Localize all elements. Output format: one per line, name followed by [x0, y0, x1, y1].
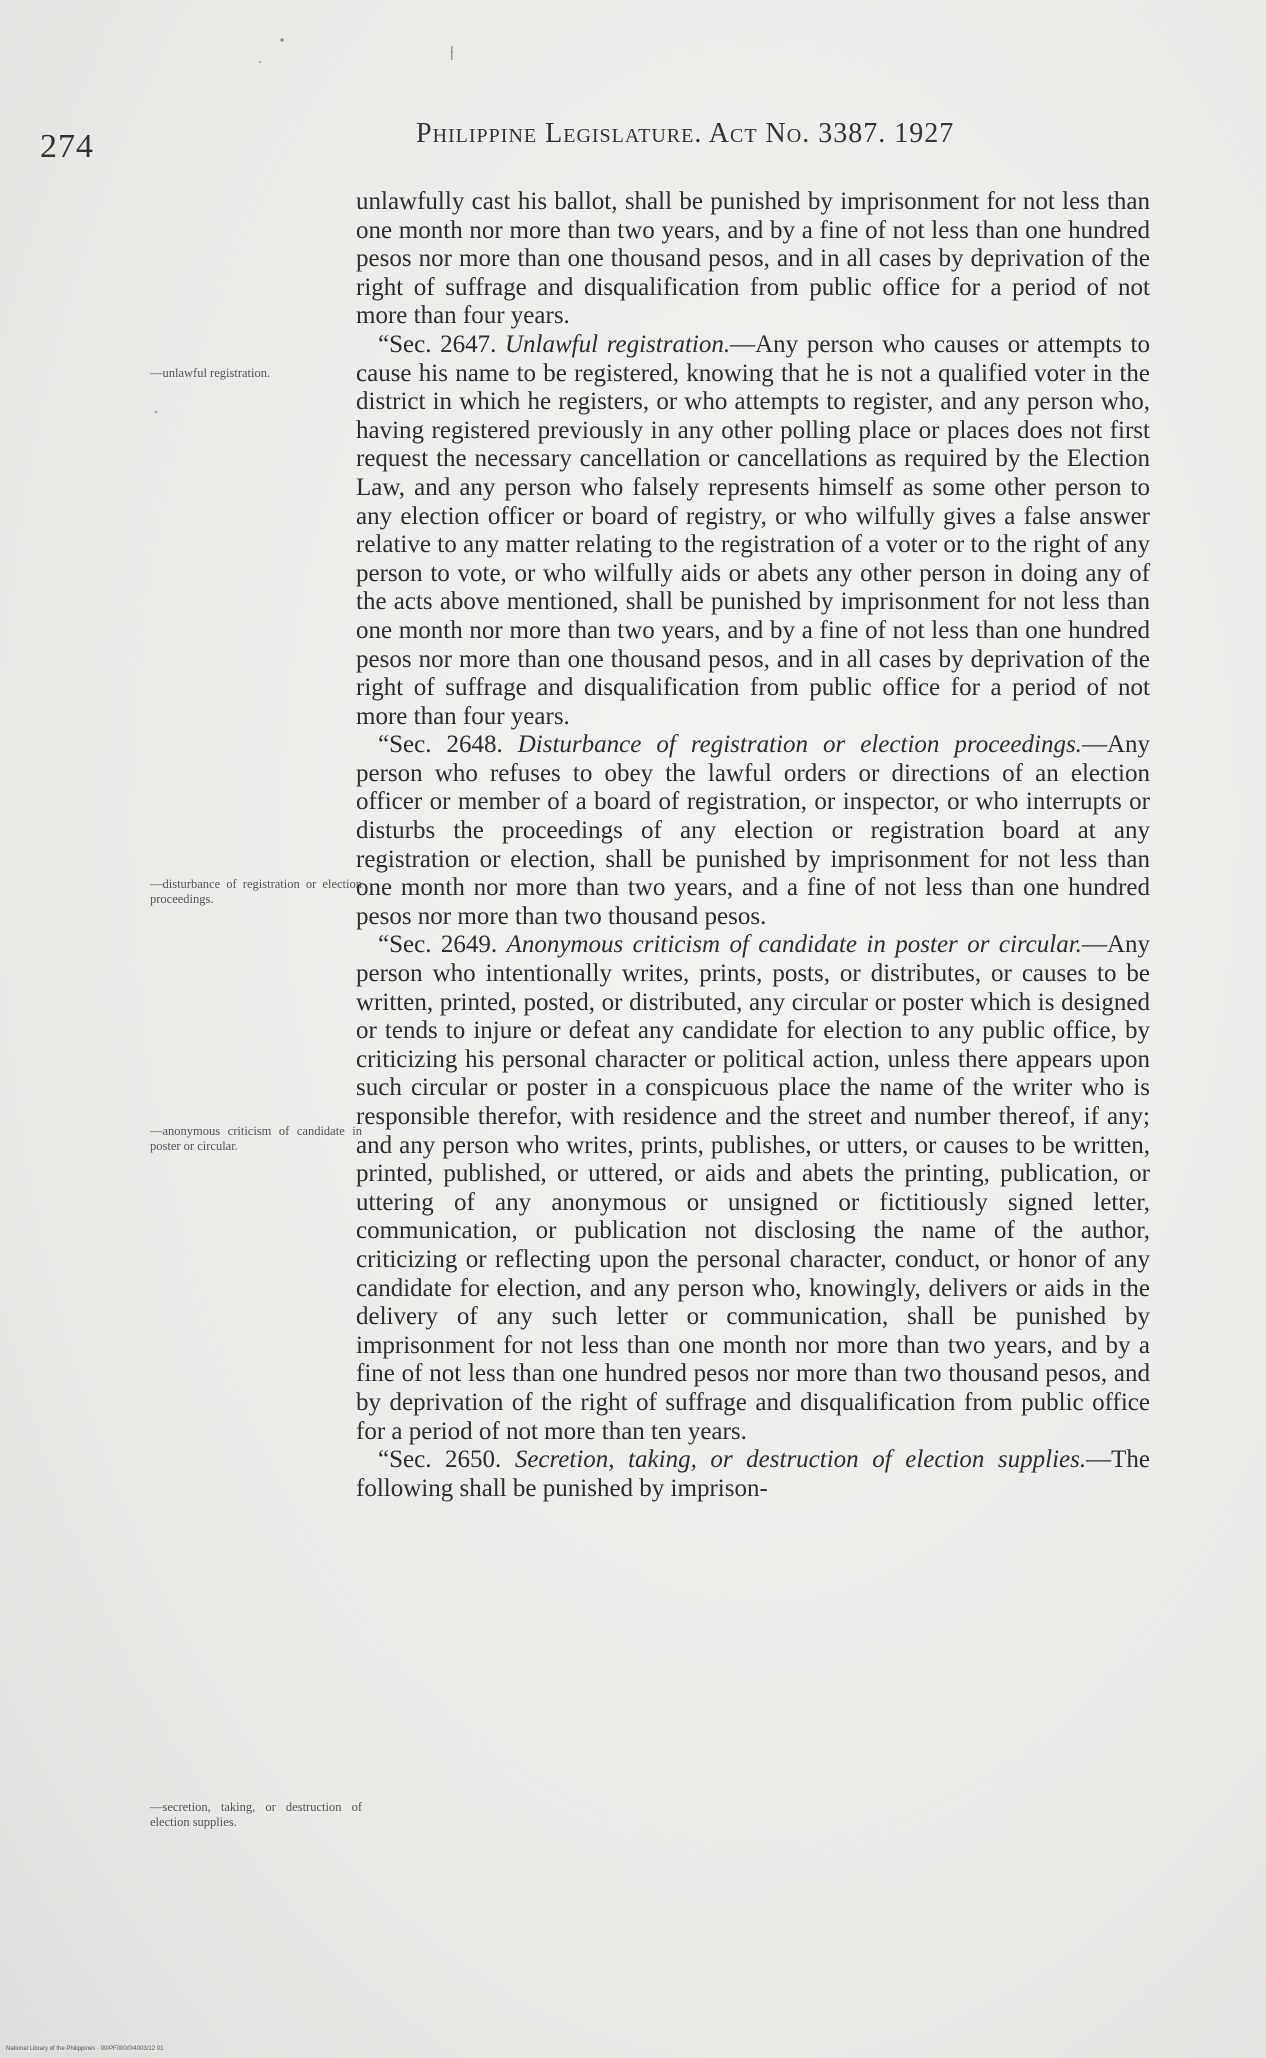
section-title: Disturbance of registration or election proceedings.	[517, 731, 1082, 759]
running-head: Philippine Legislature. Act No. 3387. 1927	[416, 118, 955, 149]
paragraph-text: unlawfully cast his ballot, shall be punished by imprisonment for not less than one month nor more than two years, and by a fine of not less than one hundred pesos nor more than one thousand pesos, and in all cases by deprivation of the right of suffrage and disqualification from public office for a period of not more than four years.	[356, 188, 1150, 330]
section-text: —Any person who intentionally writes, prints, posts, or distributes, or causes to be written, printed, posted, or distributed, any circular or poster which is designed or tends to injure or defeat any candidate for election to any public office, by criticizing his personal character or political action, unless there appears upon such circular or poster in a conspicuous place the name of the writer who is responsible therefor, with residence and the street and number thereof, if any; and any person who writes, prints, publishes, or utters, or causes to be written, printed, published, or uttered, or aids and abets the printing, publication, or uttering of any anonymous or unsigned or fictitiously signed letter, communication, or publication not disclosing the name of the author, criticizing or reflecting upon the personal character, conduct, or honor of any candidate for election, and any person who, knowingly, delivers or aids in the delivery of any such letter or communication, shall be punished by imprisonment for not less than one month nor more than two years, and by a fine of not less than one hundred pesos nor more than two thousand pesos, and by deprivation of the right of suffrage and disqualification from public office for a period of not more than ten years.	[356, 931, 1150, 1445]
section-text: —The following shall be punished by imprison-	[356, 1446, 1150, 1502]
section-text: —Any person who refuses to obey the lawful orders or directions of an election officer or member of a board of registration, or inspector, or who interrupts or disturbs the proceedings of any election or registration board at any registration or election, shall be punished by imprisonment for not less than one month nor more than two years, and a fine of not less than one hundred pesos nor more than two thousand pesos.	[356, 731, 1150, 930]
section-2649	[356, 931, 1150, 1446]
marginal-note: —secretion, taking, or destruction of election supplies.	[150, 1800, 362, 1829]
section-2648	[356, 731, 1150, 931]
page-number: 274	[40, 128, 94, 165]
marginal-note: —disturbance of registration or election proceedings.	[150, 877, 362, 906]
body-text	[356, 188, 1150, 1503]
section-2647	[356, 331, 1150, 731]
paragraph	[356, 188, 1150, 331]
section-lead: “Sec. 2648.	[378, 731, 503, 759]
scan-credit: National Library of the Philippines · 00/PF000/0/4003/12 01	[6, 2046, 164, 2052]
section-lead: “Sec. 2647.	[378, 330, 497, 358]
section-title: Anonymous criticism of candidate in poster or circular.	[506, 931, 1082, 959]
section-title: Secretion, taking, or destruction of election supplies.	[514, 1446, 1087, 1474]
section-2650	[356, 1446, 1150, 1503]
marginal-note: —anonymous criticism of candidate in poster or circular.	[150, 1124, 362, 1153]
marginal-note: —unlawful registration.	[150, 366, 271, 380]
section-title: Unlawful registration.	[505, 330, 731, 358]
section-text: —Any person who causes or attempts to cause his name to be registered, knowing that he is not a qualified voter in the district in which he registers, or who attempts to register, and any person who, having registered previously in any other polling place or places does not first request the necessary cancellation or cancellations as required by the Election Law, and any person who falsely represents himself as some other person to any election officer or board of registry, or who wilfully gives a false answer relative to any matter relating to the registration of a voter or to the right of any person to vote, or who wilfully aids or abets any other person in doing any of the acts above mentioned, shall be punished by imprisonment for not less than one month nor more than two years, and by a fine of not less than one hundred pesos nor more than one thousand pesos, and in all cases by deprivation of the right of suffrage and disqualification from public office for a period of not more than four years.	[356, 330, 1150, 730]
section-lead: “Sec. 2649.	[378, 931, 498, 959]
section-lead: “Sec. 2650.	[378, 1446, 502, 1474]
